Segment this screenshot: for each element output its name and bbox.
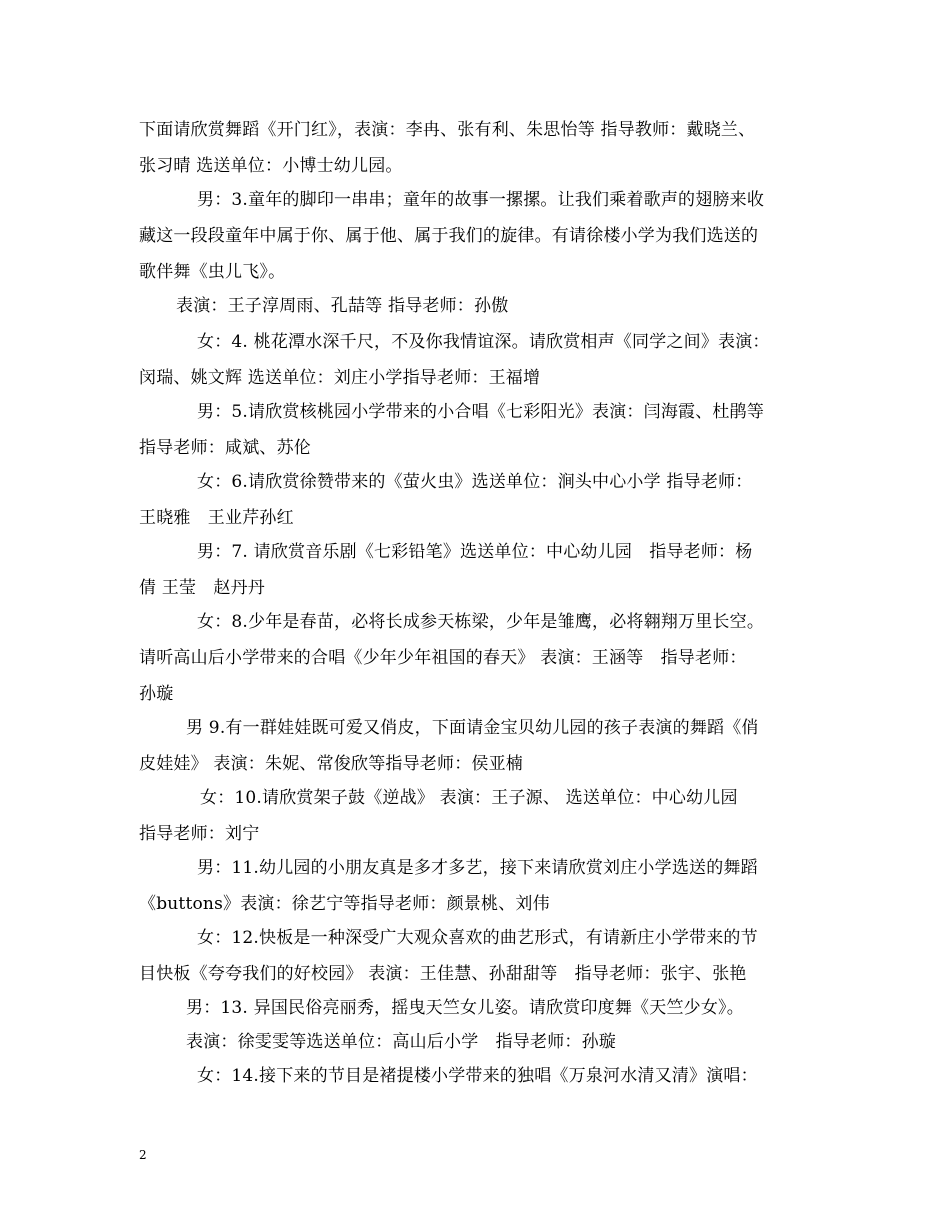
text-line-28: 女：14.接下来的节目是褚提楼小学带来的独唱《万泉河水清又清》演唱：: [197, 1066, 758, 1086]
text-line-8: 闵瑞、姚文辉 选送单位：刘庄小学指导老师：王福增: [139, 368, 541, 388]
text-line-4: 藏这一段段童年中属于你、属于他、属于我们的旋律。有请徐楼小学为我们选送的: [139, 226, 759, 246]
text-line-24: 女：12.快板是一种深受广大观众喜欢的曲艺形式，有请新庄小学带来的节: [197, 928, 758, 948]
text-line-6: 表演：王子淳周雨、孔喆等 指导老师：孙傲: [176, 296, 509, 316]
text-line-25: 目快板《夸夸我们的好校园》 表演：王佳慧、孙甜甜等 指导老师：张宇、张艳: [139, 964, 747, 984]
page-number: 2: [139, 1148, 147, 1162]
text-line-1: 下面请欣赏舞蹈《开门红》，表演：李冉、张有利、朱思怡等 指导教师：戴晓兰、: [139, 120, 756, 140]
text-line-2: 张习晴 选送单位：小博士幼儿园。: [139, 156, 403, 176]
text-line-10: 指导老师：咸斌、苏伦: [139, 438, 311, 458]
text-line-5: 歌伴舞《虫儿飞》。: [139, 262, 286, 282]
text-line-27: 表演：徐雯雯等选送单位：高山后小学 指导老师：孙璇: [186, 1032, 616, 1052]
text-line-15: 女：8.少年是春苗，必将长成参天栋梁，少年是雏鹰，必将翱翔万里长空。: [197, 612, 765, 632]
text-line-9: 男：5.请欣赏核桃园小学带来的小合唱《七彩阳光》表演：闫海霞、杜鹃等: [197, 402, 765, 422]
text-line-19: 皮娃娃》 表演：朱妮、常俊欣等指导老师：侯亚楠: [139, 754, 524, 774]
text-line-12: 王晓雅 王业芹孙红: [139, 508, 294, 528]
text-line-20: 女：10.请欣赏架子鼓《逆战》 表演：王子源、 选送单位：中心幼儿园: [200, 788, 738, 808]
text-line-17: 孙璇: [139, 684, 174, 704]
text-line-18: 男 9.有一群娃娃既可爱又俏皮，下面请金宝贝幼儿园的孩子表演的舞蹈《俏: [186, 718, 759, 738]
text-line-7: 女：4. 桃花潭水深千尺，不及你我情谊深。请欣赏相声《同学之间》表演：: [197, 332, 770, 352]
text-line-22: 男：11.幼儿园的小朋友真是多才多艺，接下来请欣赏刘庄小学选送的舞蹈: [197, 858, 758, 878]
text-line-26: 男：13. 异国民俗亮丽秀，摇曳天竺女儿姿。请欣赏印度舞《天竺少女》。: [186, 998, 744, 1018]
text-line-13: 男：7. 请欣赏音乐剧《七彩铅笔》选送单位：中心幼儿园 指导老师：杨: [197, 542, 753, 562]
text-line-14: 倩 王莹 赵丹丹: [139, 578, 266, 598]
text-line-3: 男：3.童年的脚印一串串；童年的故事一摞摞。让我们乘着歌声的翅膀来收: [197, 190, 765, 210]
text-line-21: 指导老师：刘宁: [139, 824, 260, 844]
text-line-23: 《buttons》表演：徐艺宁等指导老师：颜景桃、刘伟: [139, 894, 550, 914]
text-line-11: 女：6.请欣赏徐赞带来的《萤火虫》选送单位：涧头中心小学 指导老师：: [197, 472, 753, 492]
text-line-16: 请听高山后小学带来的合唱《少年少年祖国的春天》 表演：王涵等 指导老师：: [139, 648, 747, 668]
